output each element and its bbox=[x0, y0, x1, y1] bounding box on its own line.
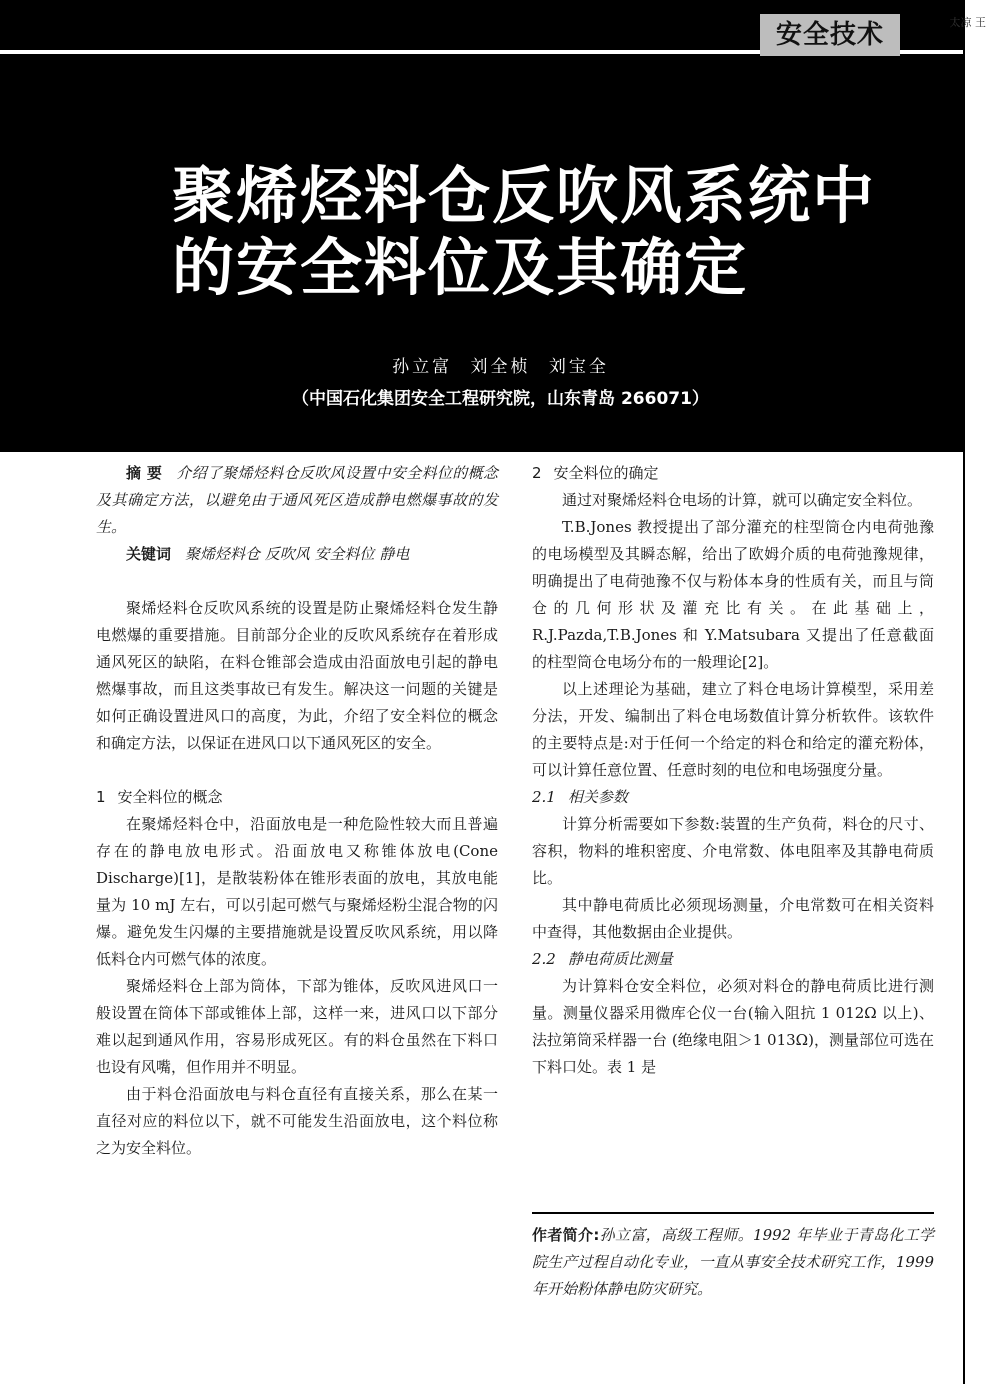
section-2-1-paragraph: 计算分析需要如下参数:装置的生产负荷，料仓的尺寸、容积，物料的堆积密度、介电常数、体电阻率及其静电荷质比。 bbox=[532, 815, 934, 887]
section-2-paragraph: 通过对聚烯烃料仓电场的计算，就可以确定安全料位。 bbox=[562, 491, 923, 509]
section-tag: 安全技术 bbox=[760, 14, 900, 56]
section-2-2-title: 静电荷质比测量 bbox=[567, 950, 673, 968]
section-2-1-number: 2.1 bbox=[532, 788, 556, 806]
keywords-text: 聚烯烃料仓 反吹风 安全料位 静电 bbox=[185, 545, 410, 563]
section-1-title: 安全料位的概念 bbox=[117, 788, 223, 806]
section-1-paragraph: 由于料仓沿面放电与料仓直径有直接关系，那么在某一直径对应的料位以下，就不可能发生沿面放电，这个料位称之为安全料位。 bbox=[96, 1085, 498, 1157]
section-2-paragraph: T.B.Jones 教授提出了部分灌充的柱型筒仓内电荷弛豫的电场模型及其瞬态解，给出了欧姆介质的电荷弛豫规律，明确提出了电荷弛豫不仅与粉体本身的性质有关，而且与筒仓的几何形状及灌充比有关。在此基础上，R.J.Pazda,T.B.Jones 和 Y.Matsubara 又提出了任意截面的柱型筒仓电场分布的一般理论[2]。 bbox=[532, 518, 934, 671]
abstract bbox=[96, 460, 498, 541]
keywords bbox=[96, 541, 498, 568]
section-2-2-heading bbox=[532, 946, 934, 973]
author-bio-footnote bbox=[532, 1212, 934, 1303]
section-2-1-heading bbox=[532, 784, 934, 811]
intro-paragraph: 聚烯烃料仓反吹风系统的设置是防止聚烯烃料仓发生静电燃爆的重要措施。目前部分企业的反吹风系统存在着形成通风死区的缺陷，在料仓锥部会造成由沿面放电引起的静电燃爆事故，而且这类事故已有发生。解决这一问题的关键是如何正确设置进风口的高度，为此，介绍了安全料位的概念和确定方法，以保证在进风口以下通风死区的安全。 bbox=[96, 599, 498, 752]
affiliation: （中国石化集团安全工程研究院，山东青岛 266071） bbox=[292, 389, 709, 409]
authors: 孙立富 刘全桢 刘宝全 bbox=[392, 357, 609, 377]
author-bio-label: 作者简介: bbox=[532, 1226, 600, 1244]
right-column bbox=[532, 460, 934, 1081]
section-1-paragraph: 在聚烯烃料仓中，沿面放电是一种危险性较大而且普遍存在的静电放电形式。沿面放电又称锥体放电(Cone Discharge)[1]，是散装粉体在锥形表面的放电，其放电能量为 10 mJ 左右，可以引起可燃气与聚烯烃粉尘混合物的闪爆。避免发生闪爆的主要措施就是设置反吹风系统，用以降低料仓内可燃气体的浓度。 bbox=[96, 815, 498, 968]
section-1-paragraph: 聚烯烃料仓上部为筒体，下部为锥体，反吹风进风口一般设置在筒体下部或锥体上部，这样一来，进风口以下部分难以起到通风作用，容易形成死区。有的料仓虽然在下料口也设有风嘴，但作用并不明显。 bbox=[96, 977, 498, 1076]
section-2-title: 安全料位的确定 bbox=[553, 464, 659, 482]
article-title bbox=[172, 160, 932, 304]
section-2-paragraph: 以上述理论为基础，建立了料仓电场计算模型，采用差分法，开发、编制出了料仓电场数值计算分析软件。该软件的主要特点是:对于任何一个给定的料仓和给定的灌充粉体，可以计算任意位置、任意时刻的电位和电场强度分量。 bbox=[532, 680, 934, 779]
handwritten-note: 太凉 王 bbox=[949, 16, 986, 29]
section-1-number: 1 bbox=[96, 788, 106, 806]
keywords-label: 关键词 bbox=[126, 545, 172, 563]
abstract-text: 介绍了聚烯烃料仓反吹风设置中安全料位的概念及其确定方法，以避免由于通风死区造成静电燃爆事故的发生。 bbox=[96, 464, 498, 536]
title-line-1: 聚烯烃料仓反吹风系统中 bbox=[172, 159, 877, 232]
section-2-2-paragraph: 为计算料仓安全料位，必须对料仓的静电荷质比进行测量。测量仪器采用微库仑仪一台(输入阻抗 1 012Ω 以上)、法拉第筒采样器一台 (绝缘电阻＞1 013Ω)，测量部位可选在下料口处。表 1 是 bbox=[532, 977, 934, 1076]
section-2-1-title: 相关参数 bbox=[567, 788, 628, 806]
section-1-heading bbox=[96, 784, 498, 811]
section-2-1-paragraph: 其中静电荷质比必须现场测量，介电常数可在相关资料中查得，其他数据由企业提供。 bbox=[532, 896, 934, 941]
title-line-2: 的安全料位及其确定 bbox=[172, 231, 749, 304]
abstract-label: 摘 要 bbox=[126, 464, 163, 482]
section-2-heading bbox=[532, 460, 934, 487]
author-bio-text: 孙立富，高级工程师。1992 年毕业于青岛化工学院生产过程自动化专业，一直从事安全技术研究工作，1999 年开始粉体静电防灾研究。 bbox=[532, 1226, 934, 1298]
left-column bbox=[96, 460, 498, 1162]
section-2-2-number: 2.2 bbox=[532, 950, 556, 968]
page-margin-strip bbox=[963, 0, 1001, 1384]
section-2-number: 2 bbox=[532, 464, 542, 482]
